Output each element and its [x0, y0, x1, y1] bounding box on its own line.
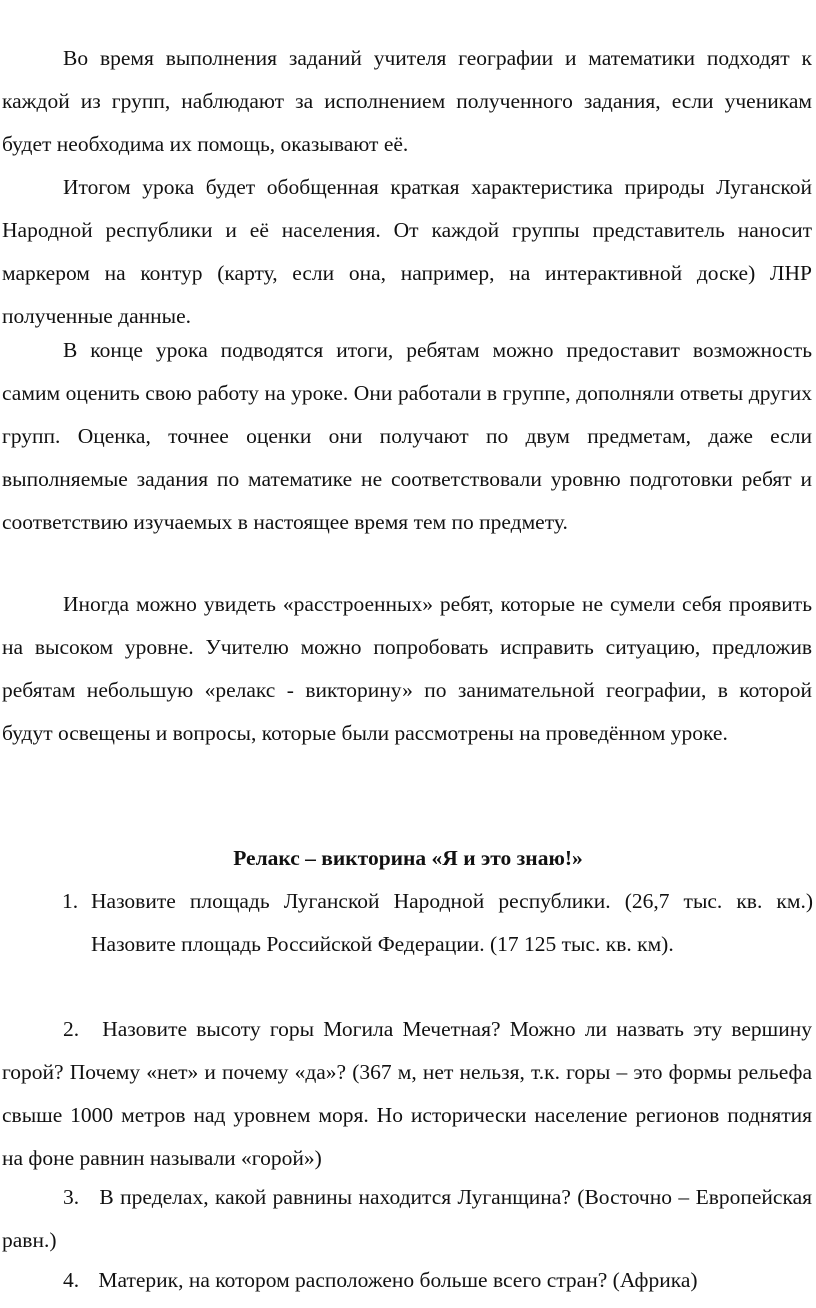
question-number-1: 1. [62, 889, 79, 913]
question-item-2 [2, 1008, 812, 1180]
question-text-1: Назовите площадь Луганской Народной республики. (26,7 тыс. кв. км.) Назовите площадь Российской Федерации. (17 125 тыс. кв. км). [91, 889, 813, 956]
question-text-4: Материк, на котором расположено больше всего стран? (Африка) [98, 1268, 698, 1292]
question-text-3: В пределах, какой равнины находится Луганщина? (Восточно – Европейская равн.) [2, 1185, 813, 1252]
question-text-2: Назовите высоту горы Могила Мечетная? Можно ли назвать эту вершину горой? Почему «нет» и почему «да»? (367 м, нет нельзя, т.к. горы – это формы рельефа свыше 1000 метров над уровнем моря. Но исторически население регионов поднятия на фоне равнин называли «горой») [2, 1017, 813, 1170]
question-number-2: 2. [63, 1017, 80, 1041]
question-number-4: 4. [63, 1268, 80, 1292]
question-item-4 [2, 1259, 812, 1302]
question-number-3: 3. [63, 1185, 80, 1209]
quiz-title: Релакс – викторина «Я и это знаю!» [233, 846, 583, 870]
paragraph-lesson-result: Итогом урока будет обобщенная краткая характеристика природы Луганской Народной республики и её населения. От каждой группы представитель наносит маркером на контур (карту, если она, например, на интерактивной доске) ЛНР полученные данные. [2, 175, 812, 328]
question-item-3 [2, 1176, 812, 1262]
paragraph-upset-students: Иногда можно увидеть «расстроенных» ребят, которые не сумели себя проявить на высоком уровне. Учителю можно попробовать исправить ситуацию, предложив ребятам небольшую «релакс - викторину» по занимательной географии, в которой будут освещены и вопросы, которые были рассмотрены на проведённом уроке. [2, 592, 812, 745]
paragraph-teachers-observe: Во время выполнения заданий учителя географии и математики подходят к каждой из групп, наблюдают за исполнением полученного задания, если ученикам будет необходима их помощь, оказывают её. [2, 46, 812, 156]
paragraph-lesson-summary: В конце урока подводятся итоги, ребятам можно предоставит возможность самим оценить свою работу на уроке. Они работали в группе, дополняли ответы других групп. Оценка, точнее оценки они получают по двум предметам, даже если выполняемые задания по математике не соответствовали уровню подготовки ребят и соответствию изучаемых в настоящее время тем по предмету. [2, 338, 812, 534]
